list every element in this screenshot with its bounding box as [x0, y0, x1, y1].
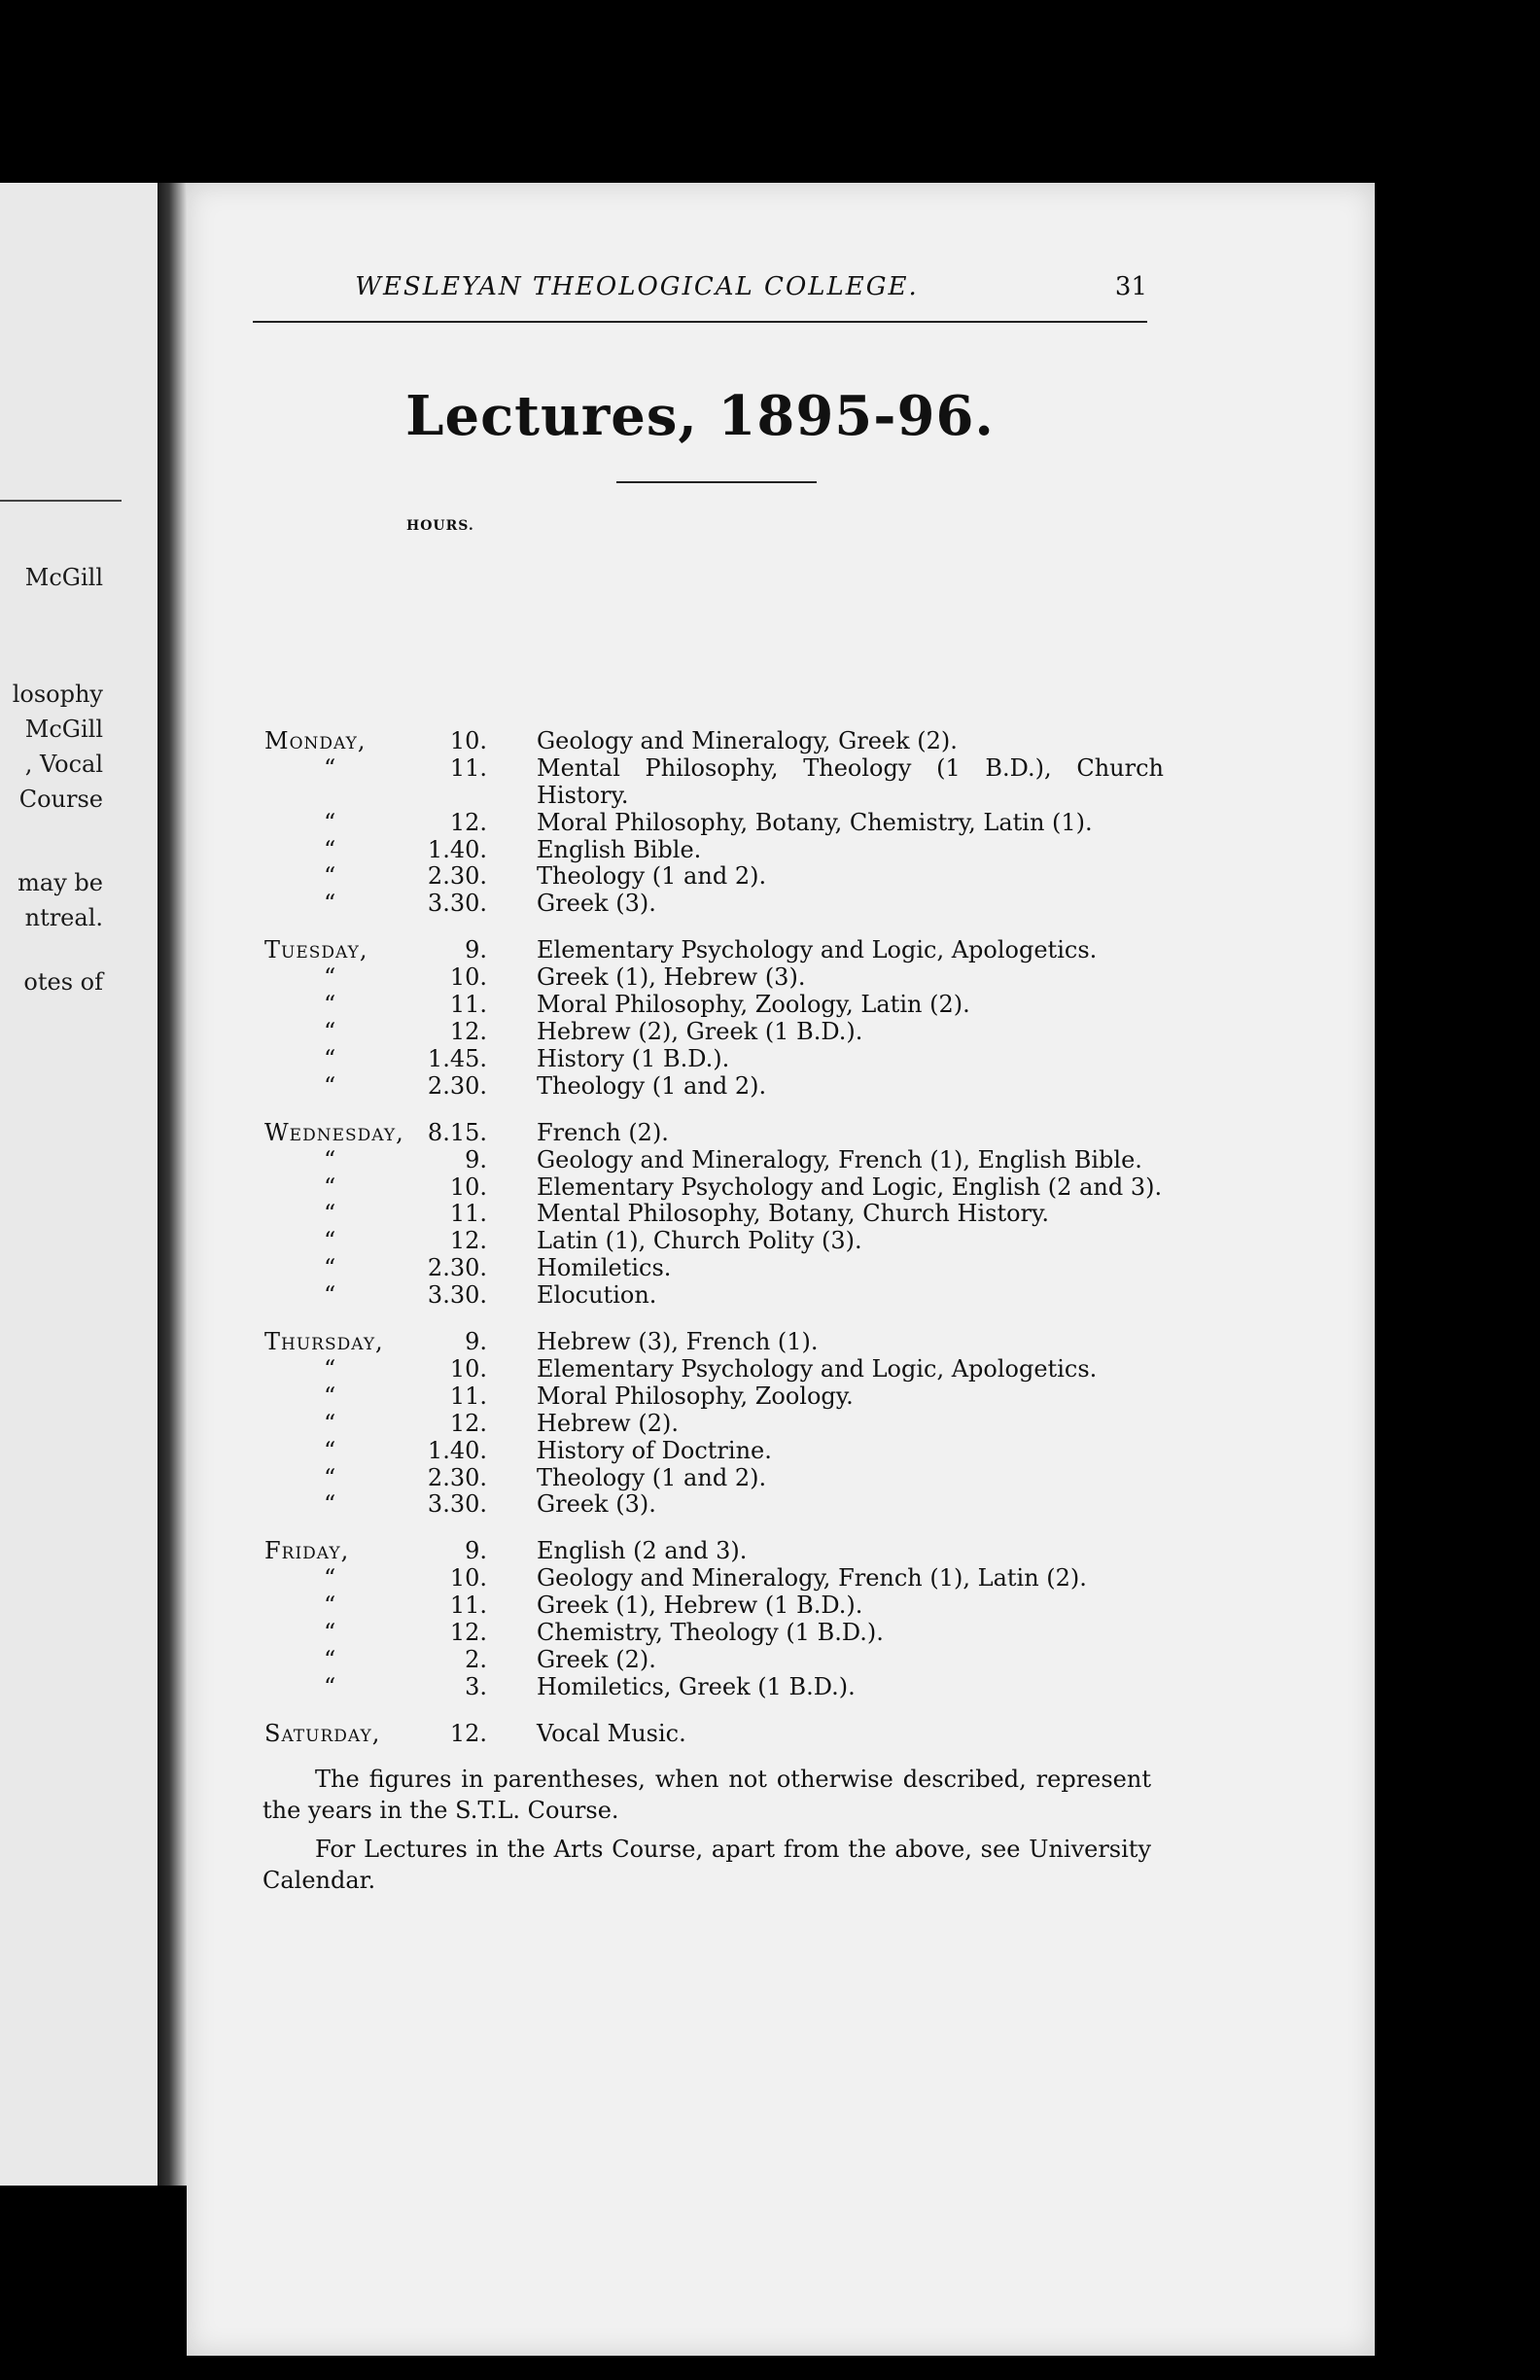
schedule-row: [0, 727, 1540, 754]
lecture-hour: 2.30.: [427, 1072, 487, 1100]
lecture-hour: 11.: [449, 1200, 487, 1227]
page-number: 31: [1114, 272, 1147, 301]
lecture-subjects: Greek (1), Hebrew (1 B.D.).: [537, 1592, 863, 1619]
ditto-mark: “: [324, 1254, 336, 1281]
schedule-row: [0, 890, 1540, 917]
left-page-fragment: McGill: [24, 564, 103, 591]
ditto-mark: “: [324, 1281, 336, 1309]
lecture-hour: 9.: [465, 936, 487, 963]
ditto-mark: “: [324, 1464, 336, 1491]
schedule-row: [0, 1328, 1540, 1355]
schedule-row: [0, 1072, 1540, 1100]
schedule-row: [0, 1592, 1540, 1619]
day-label: Saturday,: [264, 1720, 381, 1747]
ditto-mark: “: [324, 1200, 336, 1227]
schedule-row: [0, 1045, 1540, 1072]
lecture-hour: 10.: [449, 727, 487, 754]
schedule-row: [0, 1437, 1540, 1464]
ditto-mark: “: [324, 1045, 336, 1072]
left-page-fragment: losophy: [12, 681, 103, 708]
lecture-subjects: Elocution.: [537, 1281, 657, 1309]
lecture-subjects: Hebrew (3), French (1).: [537, 1328, 819, 1355]
lecture-subjects: Mental Philosophy, Botany, Church History.: [537, 1200, 1050, 1227]
ditto-mark: “: [324, 1646, 336, 1673]
lecture-hour: 3.30.: [427, 1281, 487, 1309]
lecture-subjects: Theology (1 and 2).: [537, 862, 767, 890]
ditto-mark: “: [324, 991, 336, 1018]
lecture-subjects: Greek (2).: [537, 1646, 656, 1673]
ditto-mark: “: [324, 1564, 336, 1592]
lecture-hour: 11.: [449, 754, 487, 782]
lecture-hour: 12.: [449, 1410, 487, 1437]
running-title: WESLEYAN THEOLOGICAL COLLEGE.: [355, 272, 919, 301]
schedule-row: [0, 1227, 1540, 1254]
schedule-row: [0, 1619, 1540, 1646]
lecture-hour: 11.: [449, 1592, 487, 1619]
lecture-subjects: Greek (3).: [537, 1490, 656, 1518]
schedule-row: [0, 1564, 1540, 1592]
note-paragraph: For Lectures in the Arts Course, apart from the above, see University Calendar.: [262, 1836, 1151, 1894]
lecture-subjects: Moral Philosophy, Zoology.: [537, 1382, 854, 1410]
ditto-mark: “: [324, 862, 336, 890]
lecture-subjects: Elementary Psychology and Logic, Apologetics.: [537, 1355, 1098, 1382]
lecture-subjects: Theology (1 and 2).: [537, 1464, 767, 1491]
lecture-subjects: Homiletics.: [537, 1254, 672, 1281]
day-label: Monday,: [264, 727, 367, 754]
lecture-hour: 2.: [465, 1646, 487, 1673]
schedule-row: [0, 862, 1540, 890]
ditto-mark: “: [324, 1490, 336, 1518]
lecture-hour: 12.: [449, 1018, 487, 1045]
lecture-hour: 3.30.: [427, 1490, 487, 1518]
left-page-fragment: may be: [18, 869, 103, 896]
lecture-subjects: Mental Philosophy, Theology (1 B.D.), Church History.: [537, 754, 1164, 809]
lecture-hour: 12.: [449, 1720, 487, 1747]
lecture-hour: 2.30.: [427, 1254, 487, 1281]
lecture-hour: 1.40.: [427, 1437, 487, 1464]
ditto-mark: “: [324, 1227, 336, 1254]
running-head: [253, 272, 1147, 307]
lecture-subjects: Chemistry, Theology (1 B.D.).: [537, 1619, 884, 1646]
ditto-mark: “: [324, 1410, 336, 1437]
lecture-hour: 10.: [449, 1564, 487, 1592]
ditto-mark: “: [324, 836, 336, 863]
schedule-row: [0, 1537, 1540, 1564]
schedule-row: [0, 963, 1540, 991]
lecture-subjects: English Bible.: [537, 836, 702, 863]
ditto-mark: “: [324, 890, 336, 917]
lecture-subjects: Geology and Mineralogy, French (1), Latin (2).: [537, 1564, 1087, 1592]
schedule-row: [0, 1173, 1540, 1201]
ditto-mark: “: [324, 1146, 336, 1173]
ditto-mark: “: [324, 1355, 336, 1382]
left-page-fragment: ntreal.: [24, 904, 103, 931]
left-page-fragment: Course: [18, 786, 103, 813]
lecture-subjects: Vocal Music.: [537, 1720, 686, 1747]
schedule-row: [0, 1720, 1540, 1747]
lecture-hour: 9.: [465, 1146, 487, 1173]
schedule-row: [0, 1410, 1540, 1437]
schedule-row: [0, 991, 1540, 1018]
schedule-row: [0, 1018, 1540, 1045]
lecture-hour: 2.30.: [427, 1464, 487, 1491]
schedule-row: [0, 1200, 1540, 1227]
lecture-subjects: Elementary Psychology and Logic, Apologetics.: [537, 936, 1098, 963]
lecture-hour: 11.: [449, 1382, 487, 1410]
ditto-mark: “: [324, 809, 336, 836]
day-label: Tuesday,: [264, 936, 368, 963]
lecture-subjects: Hebrew (2).: [537, 1410, 679, 1437]
lecture-hour: 1.40.: [427, 836, 487, 863]
lecture-subjects: Greek (3).: [537, 890, 656, 917]
lecture-subjects: History (1 B.D.).: [537, 1045, 730, 1072]
left-page-fragment: McGill: [24, 716, 103, 743]
lecture-hour: 10.: [449, 1173, 487, 1201]
schedule-row: [0, 1146, 1540, 1173]
schedule-row: [0, 809, 1540, 836]
lecture-subjects: Greek (1), Hebrew (3).: [537, 963, 806, 991]
ditto-mark: “: [324, 1437, 336, 1464]
page-title: Lectures, 1895-96.: [405, 384, 995, 448]
lecture-hour: 9.: [465, 1537, 487, 1564]
ditto-mark: “: [324, 1173, 336, 1201]
ditto-mark: “: [324, 1592, 336, 1619]
day-label: Friday,: [264, 1537, 350, 1564]
lecture-hour: 3.30.: [427, 890, 487, 917]
lecture-subjects: Moral Philosophy, Zoology, Latin (2).: [537, 991, 970, 1018]
lecture-hour: 10.: [449, 963, 487, 991]
lecture-hour: 12.: [449, 809, 487, 836]
ditto-mark: “: [324, 963, 336, 991]
schedule-row: [0, 1464, 1540, 1491]
lecture-subjects: English (2 and 3).: [537, 1537, 748, 1564]
schedule-row: [0, 1490, 1540, 1518]
schedule-row: [0, 1673, 1540, 1700]
ditto-mark: “: [324, 1018, 336, 1045]
ditto-mark: “: [324, 1072, 336, 1100]
schedule-row: [0, 1119, 1540, 1146]
lecture-hour: 8.15.: [427, 1119, 487, 1146]
note-paragraph: The figures in parentheses, when not otherwise described, represent the years in the S.T.L. Course.: [262, 1766, 1151, 1824]
lecture-hour: 1.45.: [427, 1045, 487, 1072]
lecture-subjects: French (2).: [537, 1119, 669, 1146]
schedule-row: [0, 936, 1540, 963]
lecture-hour: 11.: [449, 991, 487, 1018]
lecture-hour: 9.: [465, 1328, 487, 1355]
day-label: Wednesday,: [264, 1119, 404, 1146]
schedule-row: [0, 1254, 1540, 1281]
lecture-subjects: Moral Philosophy, Botany, Chemistry, Latin (1).: [537, 809, 1093, 836]
ditto-mark: “: [324, 1382, 336, 1410]
lecture-hour: 3.: [465, 1673, 487, 1700]
ditto-mark: “: [324, 754, 336, 782]
lecture-subjects: History of Doctrine.: [537, 1437, 772, 1464]
lecture-subjects: Hebrew (2), Greek (1 B.D.).: [537, 1018, 863, 1045]
left-page-fragment: otes of: [23, 968, 103, 996]
schedule-row: [0, 1646, 1540, 1673]
title-rule: [616, 481, 817, 483]
lecture-hour: 12.: [449, 1619, 487, 1646]
day-label: Thursday,: [264, 1328, 384, 1355]
lecture-subjects: Homiletics, Greek (1 B.D.).: [537, 1673, 856, 1700]
schedule-row: [0, 1281, 1540, 1309]
ditto-mark: “: [324, 1673, 336, 1700]
lecture-hour: 10.: [449, 1355, 487, 1382]
lecture-hour: 2.30.: [427, 862, 487, 890]
left-page-fragment: , Vocal: [24, 751, 103, 778]
lecture-subjects: Geology and Mineralogy, French (1), English Bible.: [537, 1146, 1142, 1173]
left-page-rule: [0, 500, 122, 502]
lecture-hour: 12.: [449, 1227, 487, 1254]
schedule-row: [0, 1355, 1540, 1382]
header-rule: [253, 321, 1147, 323]
ditto-mark: “: [324, 1619, 336, 1646]
lecture-subjects: Elementary Psychology and Logic, English (2 and 3).: [537, 1173, 1163, 1201]
lecture-subjects: Theology (1 and 2).: [537, 1072, 767, 1100]
lecture-subjects: Geology and Mineralogy, Greek (2).: [537, 727, 958, 754]
lecture-subjects: Latin (1), Church Polity (3).: [537, 1227, 862, 1254]
hours-column-heading: HOURS.: [406, 518, 474, 534]
schedule-row: [0, 836, 1540, 863]
schedule-row: [0, 1382, 1540, 1410]
